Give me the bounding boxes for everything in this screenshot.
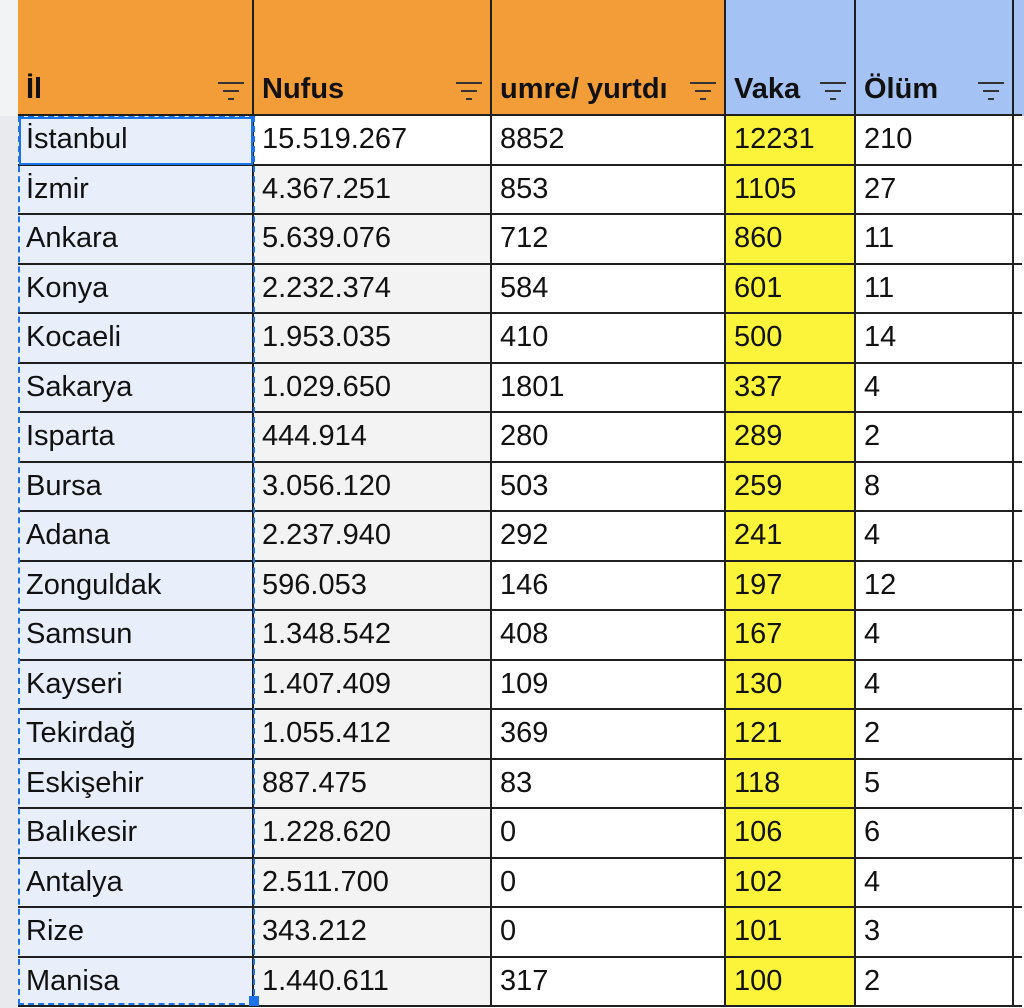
- cell-nufus[interactable]: 887.475: [254, 760, 492, 810]
- cell-umre[interactable]: 280: [492, 413, 726, 463]
- cell-next-column[interactable]: [1014, 413, 1022, 463]
- cell-nufus[interactable]: 596.053: [254, 562, 492, 612]
- cell-next-column[interactable]: [1014, 364, 1022, 414]
- cell-umre[interactable]: 146: [492, 562, 726, 612]
- cell-next-column[interactable]: [1014, 908, 1022, 958]
- cell-olum[interactable]: 11: [856, 265, 1014, 315]
- cell-olum[interactable]: 4: [856, 661, 1014, 711]
- cell-vaka[interactable]: 100: [726, 958, 856, 1008]
- header-label-umre: umre/ yurtdı: [500, 73, 668, 105]
- cell-il[interactable]: Tekirdağ: [18, 710, 254, 760]
- cell-umre[interactable]: 0: [492, 859, 726, 909]
- cell-next-column[interactable]: [1014, 215, 1022, 265]
- cell-il[interactable]: Konya: [18, 265, 254, 315]
- cell-umre[interactable]: 83: [492, 760, 726, 810]
- cell-olum[interactable]: 210: [856, 116, 1014, 166]
- cell-umre[interactable]: 109: [492, 661, 726, 711]
- filter-icon[interactable]: [820, 80, 846, 102]
- header-olum[interactable]: [856, 0, 1014, 116]
- cell-olum[interactable]: 4: [856, 364, 1014, 414]
- cell-umre[interactable]: 1801: [492, 364, 726, 414]
- cell-next-column[interactable]: [1014, 661, 1022, 711]
- cell-olum[interactable]: 8: [856, 463, 1014, 513]
- filter-icon[interactable]: [218, 80, 244, 102]
- cell-il[interactable]: Kocaeli: [18, 314, 254, 364]
- cell-nufus[interactable]: 1.348.542: [254, 611, 492, 661]
- cell-next-column[interactable]: [1014, 463, 1022, 513]
- cell-next-column[interactable]: [1014, 562, 1022, 612]
- cell-olum[interactable]: 4: [856, 611, 1014, 661]
- cell-nufus[interactable]: 1.228.620: [254, 809, 492, 859]
- cell-olum[interactable]: 2: [856, 710, 1014, 760]
- header-umre[interactable]: [492, 0, 726, 116]
- cell-nufus[interactable]: 1.440.611: [254, 958, 492, 1008]
- header-label-olum: Ölüm: [864, 73, 939, 105]
- cell-il[interactable]: Adana: [18, 512, 254, 562]
- cell-vaka[interactable]: 101: [726, 908, 856, 958]
- cell-nufus[interactable]: 343.212: [254, 908, 492, 958]
- cell-umre[interactable]: 0: [492, 809, 726, 859]
- cell-olum[interactable]: 14: [856, 314, 1014, 364]
- cell-olum[interactable]: 4: [856, 859, 1014, 909]
- cell-next-column[interactable]: [1014, 512, 1022, 562]
- cell-next-column[interactable]: [1014, 314, 1022, 364]
- cell-il[interactable]: Isparta: [18, 413, 254, 463]
- header-label-nufus: Nufus: [262, 73, 345, 105]
- cell-nufus[interactable]: 2.511.700: [254, 859, 492, 909]
- cell-vaka[interactable]: 601: [726, 265, 856, 315]
- cell-il[interactable]: Ankara: [18, 215, 254, 265]
- cell-il[interactable]: Samsun: [18, 611, 254, 661]
- cell-next-column[interactable]: [1014, 265, 1022, 315]
- data-grid: [18, 0, 1022, 1007]
- cell-nufus[interactable]: 4.367.251: [254, 166, 492, 216]
- cell-next-column[interactable]: [1014, 116, 1022, 166]
- cell-next-column[interactable]: [1014, 611, 1022, 661]
- corner-cell[interactable]: [0, 0, 18, 116]
- cell-il[interactable]: Bursa: [18, 463, 254, 513]
- cell-vaka[interactable]: 102: [726, 859, 856, 909]
- fill-handle[interactable]: [249, 996, 259, 1006]
- cell-umre[interactable]: 8852: [492, 116, 726, 166]
- cell-il[interactable]: Sakarya: [18, 364, 254, 414]
- header-label-il: İl: [26, 73, 43, 105]
- cell-nufus[interactable]: 2.237.940: [254, 512, 492, 562]
- cell-nufus[interactable]: 5.639.076: [254, 215, 492, 265]
- cell-olum[interactable]: 27: [856, 166, 1014, 216]
- cell-umre[interactable]: 0: [492, 908, 726, 958]
- cell-vaka[interactable]: 130: [726, 661, 856, 711]
- cell-next-column[interactable]: [1014, 859, 1022, 909]
- cell-il[interactable]: İstanbul: [18, 116, 254, 166]
- cell-next-column[interactable]: [1014, 760, 1022, 810]
- cell-vaka[interactable]: 197: [726, 562, 856, 612]
- cell-nufus[interactable]: 1.407.409: [254, 661, 492, 711]
- cell-nufus[interactable]: 2.232.374: [254, 265, 492, 315]
- cell-nufus[interactable]: 1.055.412: [254, 710, 492, 760]
- cell-olum[interactable]: 4: [856, 512, 1014, 562]
- header-vaka[interactable]: [726, 0, 856, 116]
- cell-olum[interactable]: 2: [856, 958, 1014, 1008]
- cell-vaka[interactable]: 860: [726, 215, 856, 265]
- cell-nufus[interactable]: 444.914: [254, 413, 492, 463]
- cell-umre[interactable]: 584: [492, 265, 726, 315]
- header-nufus[interactable]: [254, 0, 492, 116]
- cell-umre[interactable]: 410: [492, 314, 726, 364]
- cell-il[interactable]: Balıkesir: [18, 809, 254, 859]
- cell-vaka[interactable]: 118: [726, 760, 856, 810]
- cell-next-column[interactable]: [1014, 958, 1022, 1008]
- cell-nufus[interactable]: 15.519.267: [254, 116, 492, 166]
- cell-vaka[interactable]: 1105: [726, 166, 856, 216]
- cell-il[interactable]: Eskişehir: [18, 760, 254, 810]
- cell-vaka[interactable]: 500: [726, 314, 856, 364]
- cell-olum[interactable]: 5: [856, 760, 1014, 810]
- cell-next-column[interactable]: [1014, 166, 1022, 216]
- cell-vaka[interactable]: 241: [726, 512, 856, 562]
- cell-vaka[interactable]: 12231: [726, 116, 856, 166]
- cell-vaka[interactable]: 167: [726, 611, 856, 661]
- cell-vaka[interactable]: 259: [726, 463, 856, 513]
- cell-il[interactable]: Antalya: [18, 859, 254, 909]
- filter-icon[interactable]: [978, 80, 1004, 102]
- cell-nufus[interactable]: 3.056.120: [254, 463, 492, 513]
- cell-olum[interactable]: 11: [856, 215, 1014, 265]
- header-label-vaka: Vaka: [734, 73, 801, 105]
- cell-umre[interactable]: 712: [492, 215, 726, 265]
- header-il[interactable]: [18, 0, 254, 116]
- cell-il[interactable]: Rize: [18, 908, 254, 958]
- cell-umre[interactable]: 853: [492, 166, 726, 216]
- cell-olum[interactable]: 12: [856, 562, 1014, 612]
- header-next-column[interactable]: [1014, 0, 1022, 116]
- filter-icon[interactable]: [456, 80, 482, 102]
- cell-next-column[interactable]: [1014, 809, 1022, 859]
- cell-il[interactable]: İzmir: [18, 166, 254, 216]
- filter-icon[interactable]: [690, 80, 716, 102]
- cell-umre[interactable]: 369: [492, 710, 726, 760]
- cell-olum[interactable]: 6: [856, 809, 1014, 859]
- cell-vaka[interactable]: 106: [726, 809, 856, 859]
- row-header-gutter[interactable]: [0, 0, 18, 1008]
- cell-umre[interactable]: 503: [492, 463, 726, 513]
- cell-umre[interactable]: 317: [492, 958, 726, 1008]
- cell-vaka[interactable]: 289: [726, 413, 856, 463]
- cell-il[interactable]: Manisa: [18, 958, 254, 1008]
- cell-nufus[interactable]: 1.029.650: [254, 364, 492, 414]
- cell-nufus[interactable]: 1.953.035: [254, 314, 492, 364]
- cell-vaka[interactable]: 337: [726, 364, 856, 414]
- cell-umre[interactable]: 292: [492, 512, 726, 562]
- cell-umre[interactable]: 408: [492, 611, 726, 661]
- cell-olum[interactable]: 3: [856, 908, 1014, 958]
- cell-olum[interactable]: 2: [856, 413, 1014, 463]
- cell-il[interactable]: Kayseri: [18, 661, 254, 711]
- cell-il[interactable]: Zonguldak: [18, 562, 254, 612]
- cell-vaka[interactable]: 121: [726, 710, 856, 760]
- cell-next-column[interactable]: [1014, 710, 1022, 760]
